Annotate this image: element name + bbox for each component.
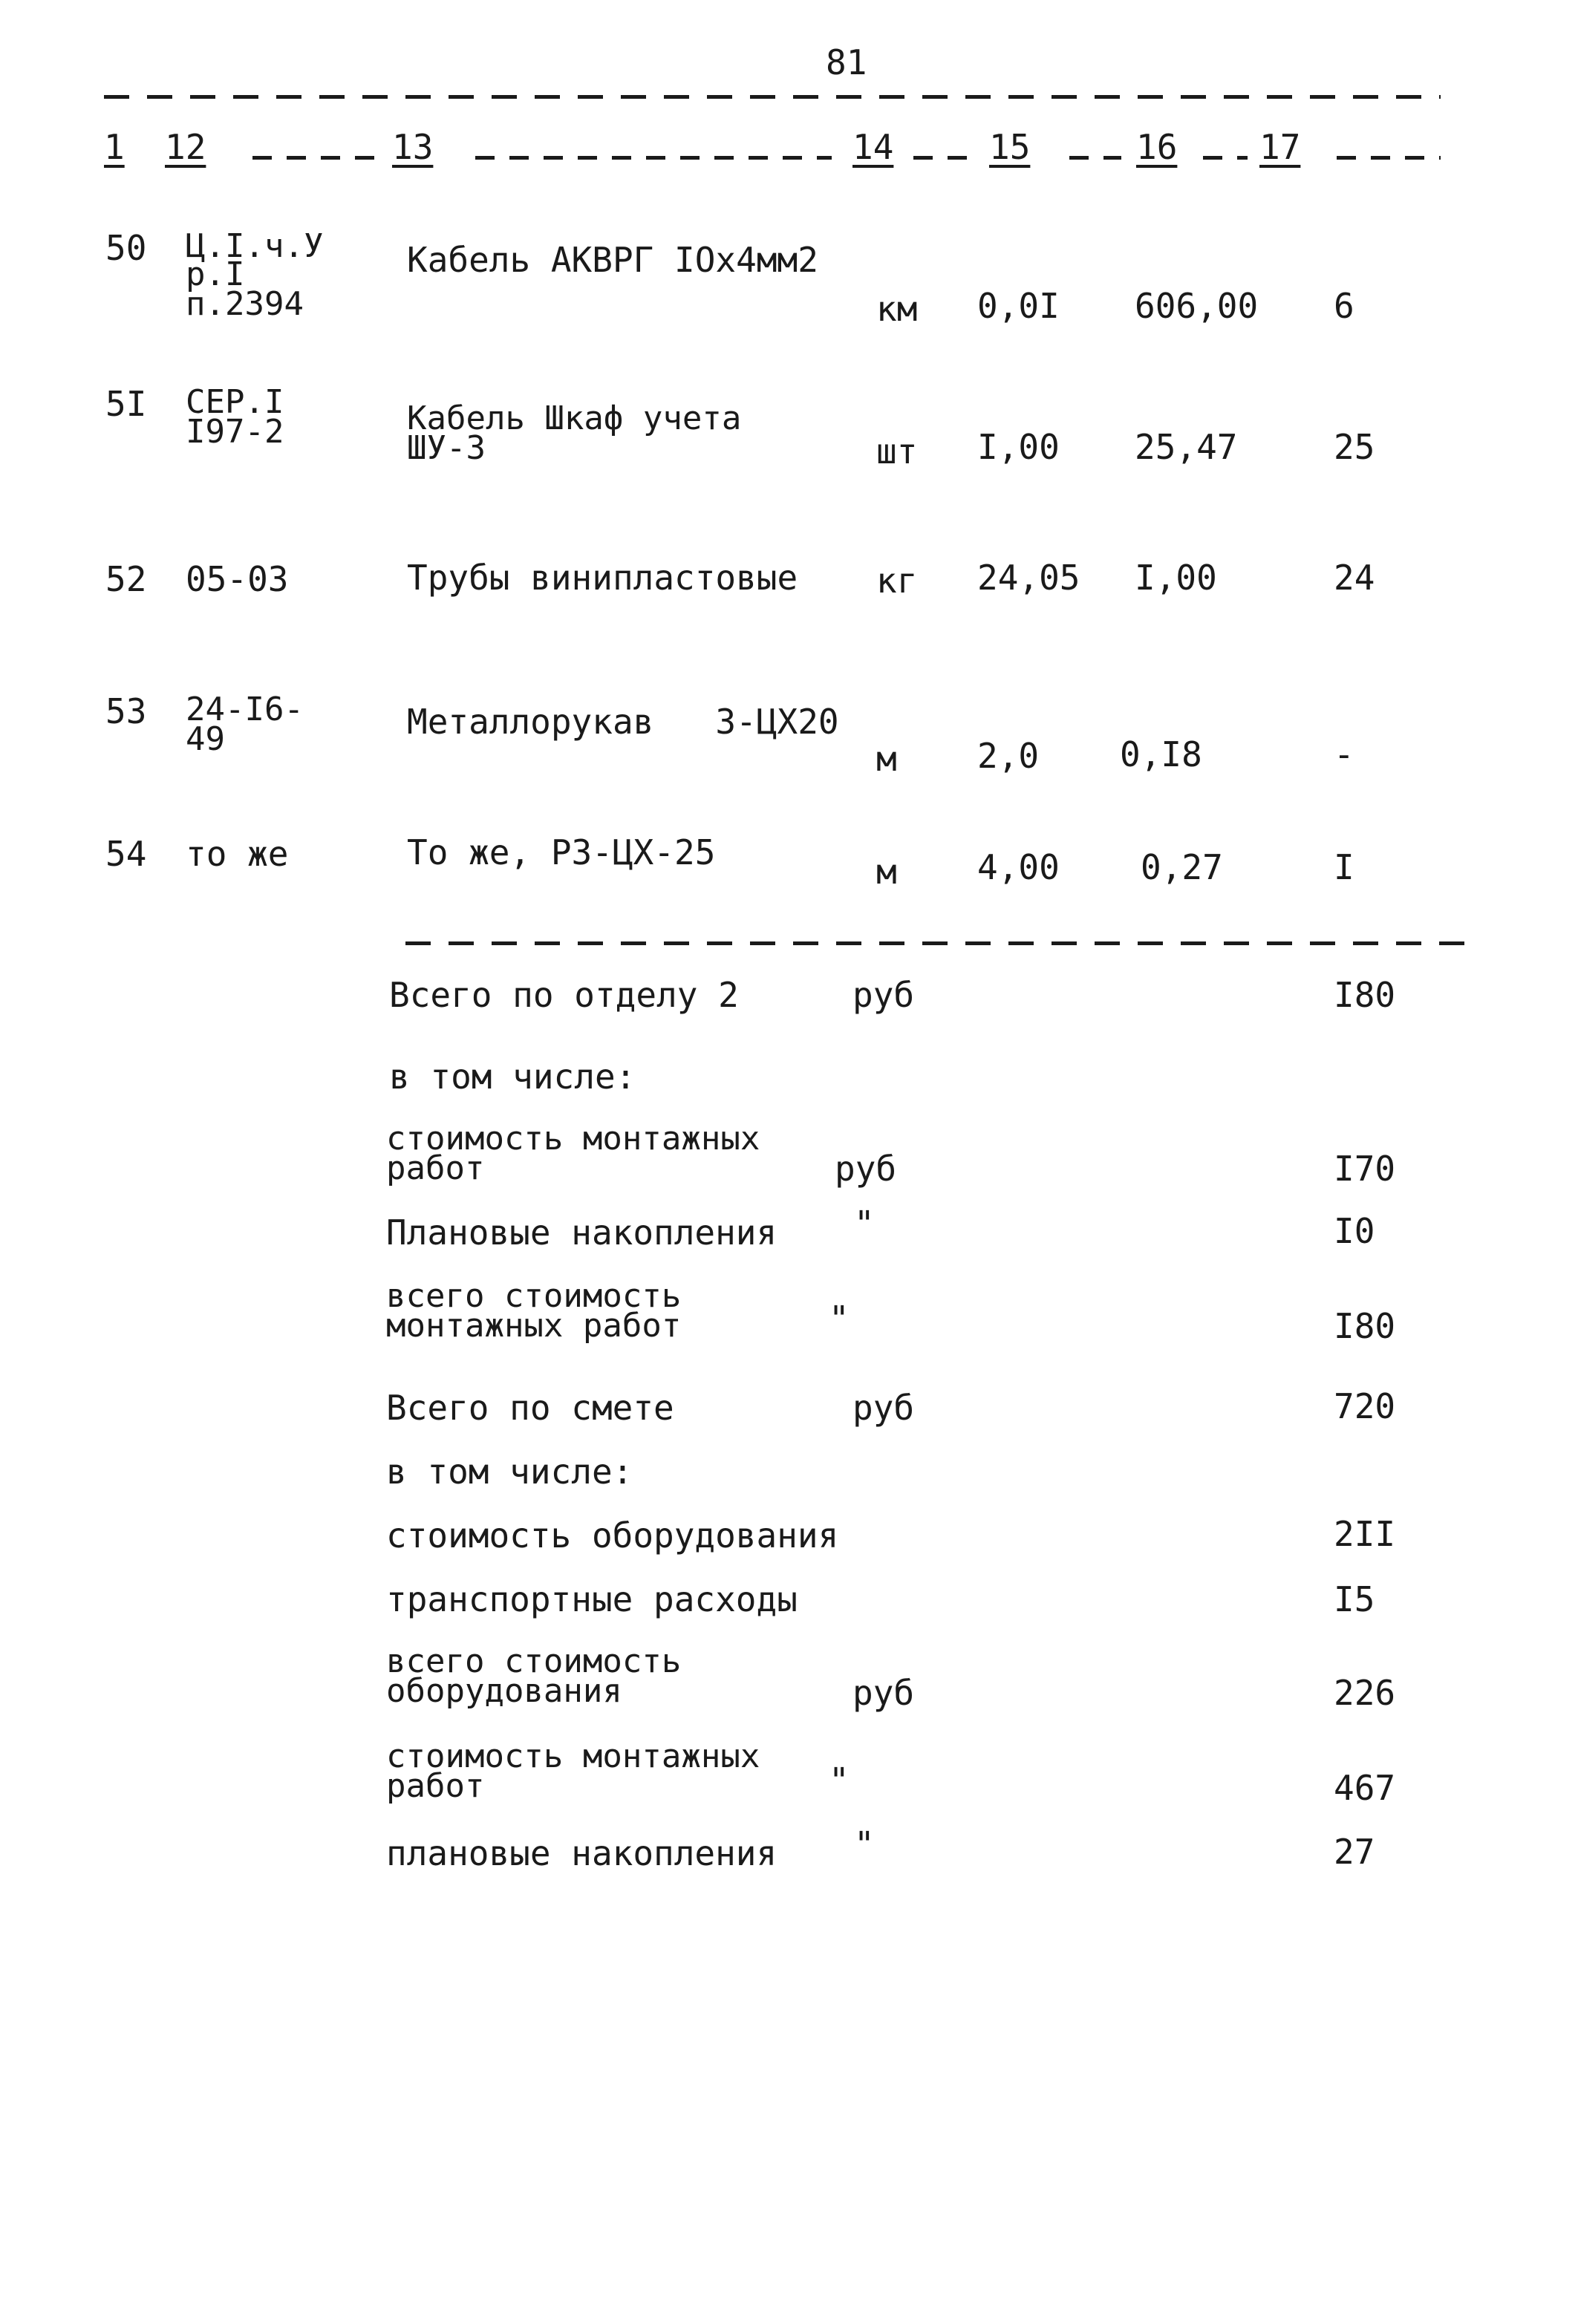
row-number: 50 <box>105 228 147 268</box>
row-price: 25,47 <box>1135 427 1238 467</box>
row-qty: 2,0 <box>977 736 1040 776</box>
summary-label: оборудования <box>386 1672 622 1710</box>
row-total: I <box>1334 847 1354 887</box>
summary-value: 226 <box>1334 1673 1396 1713</box>
summary-label: работ <box>386 1767 485 1805</box>
col-header-1: 1 <box>104 127 125 167</box>
row-qty: 0,0I <box>977 286 1060 326</box>
col-header-2: 12 <box>165 127 206 167</box>
row-number: 52 <box>105 559 147 599</box>
row-unit: кг <box>876 561 918 601</box>
summary-label: стоимость оборудования <box>386 1515 839 1556</box>
row-code: 05-03 <box>186 559 289 599</box>
row-code: 49 <box>186 720 225 758</box>
summary-label: Всего по отделу 2 <box>389 975 739 1015</box>
summary-label: работ <box>386 1149 485 1187</box>
summary-label: всего стоимость <box>386 1642 682 1680</box>
row-total: - <box>1334 734 1354 774</box>
header-dashes <box>1337 156 1441 160</box>
row-unit: шт <box>876 431 918 471</box>
summary-unit: руб <box>852 975 915 1015</box>
summary-label: в том числе: <box>389 1057 636 1097</box>
row-total: 6 <box>1334 286 1354 326</box>
row-code: Ц.I.ч.У <box>186 227 324 265</box>
summary-value: I80 <box>1334 1306 1396 1346</box>
row-name: Металлорукав З-ЦХ20 <box>407 702 839 742</box>
summary-unit: руб <box>835 1149 897 1189</box>
row-total: 24 <box>1334 558 1375 598</box>
row-code: п.2394 <box>186 285 304 323</box>
row-unit: км <box>876 289 918 329</box>
row-qty: 24,05 <box>977 558 1080 598</box>
summary-label: в том числе: <box>386 1452 633 1492</box>
page-number: 81 <box>826 42 867 82</box>
summary-label: всего стоимость <box>386 1277 682 1315</box>
row-price: 0,I8 <box>1120 734 1202 774</box>
header-dashes <box>1069 156 1121 160</box>
row-name: Кабель АКВРГ IOx4мм2 <box>407 240 818 280</box>
col-header-3: 13 <box>392 127 434 167</box>
summary-dashed-rule <box>405 941 1475 945</box>
row-total: 25 <box>1334 427 1375 467</box>
row-number: 5I <box>105 384 147 424</box>
header-dashes <box>1203 156 1248 160</box>
col-header-7: 17 <box>1259 127 1301 167</box>
summary-value: I0 <box>1334 1211 1375 1251</box>
summary-label: монтажных работ <box>386 1307 682 1345</box>
row-code: р.I <box>186 255 245 293</box>
summary-value: I70 <box>1334 1149 1396 1189</box>
top-dashed-rule <box>104 95 1441 99</box>
header-dashes <box>913 156 973 160</box>
summary-label: плановые накопления <box>386 1833 777 1873</box>
col-header-4: 14 <box>852 127 894 167</box>
row-code: I97-2 <box>186 413 284 451</box>
summary-unit: руб <box>852 1388 915 1428</box>
row-price: 0,27 <box>1141 847 1223 887</box>
summary-unit: руб <box>852 1673 915 1713</box>
summary-value: I80 <box>1334 975 1396 1015</box>
summary-label: транспортные расходы <box>386 1579 798 1619</box>
row-qty: I,00 <box>977 427 1060 467</box>
summary-value: 2II <box>1334 1514 1396 1554</box>
summary-value: 27 <box>1334 1832 1375 1872</box>
summary-unit: " <box>854 1824 875 1864</box>
summary-unit: " <box>829 1299 850 1339</box>
row-price: I,00 <box>1135 558 1217 598</box>
row-number: 54 <box>105 834 147 874</box>
summary-label: Плановые накопления <box>386 1212 777 1253</box>
row-code: 24-I6- <box>186 691 304 728</box>
row-code: СЕР.I <box>186 383 284 421</box>
summary-value: I5 <box>1334 1579 1375 1619</box>
summary-value: 467 <box>1334 1768 1396 1808</box>
row-qty: 4,00 <box>977 847 1060 887</box>
summary-unit: " <box>829 1760 850 1801</box>
header-dashes <box>475 156 832 160</box>
col-header-5: 15 <box>989 127 1031 167</box>
row-name: Кабель Шкаф учета <box>407 399 742 437</box>
summary-label: Всего по смете <box>386 1388 674 1428</box>
row-price: 606,00 <box>1135 286 1259 326</box>
row-name: ШУ-3 <box>407 429 486 467</box>
row-code: то же <box>186 834 289 874</box>
header-dashes <box>252 156 379 160</box>
row-name: Трубы винипластовые <box>407 558 798 598</box>
row-unit: м <box>876 739 897 779</box>
summary-label: стоимость монтажных <box>386 1120 760 1158</box>
row-number: 53 <box>105 691 147 731</box>
summary-unit: " <box>854 1204 875 1244</box>
row-unit: м <box>876 852 897 892</box>
row-name: То же, РЗ-ЦХ-25 <box>407 832 716 872</box>
summary-value: 720 <box>1334 1386 1396 1426</box>
summary-label: стоимость монтажных <box>386 1737 760 1775</box>
col-header-6: 16 <box>1136 127 1178 167</box>
